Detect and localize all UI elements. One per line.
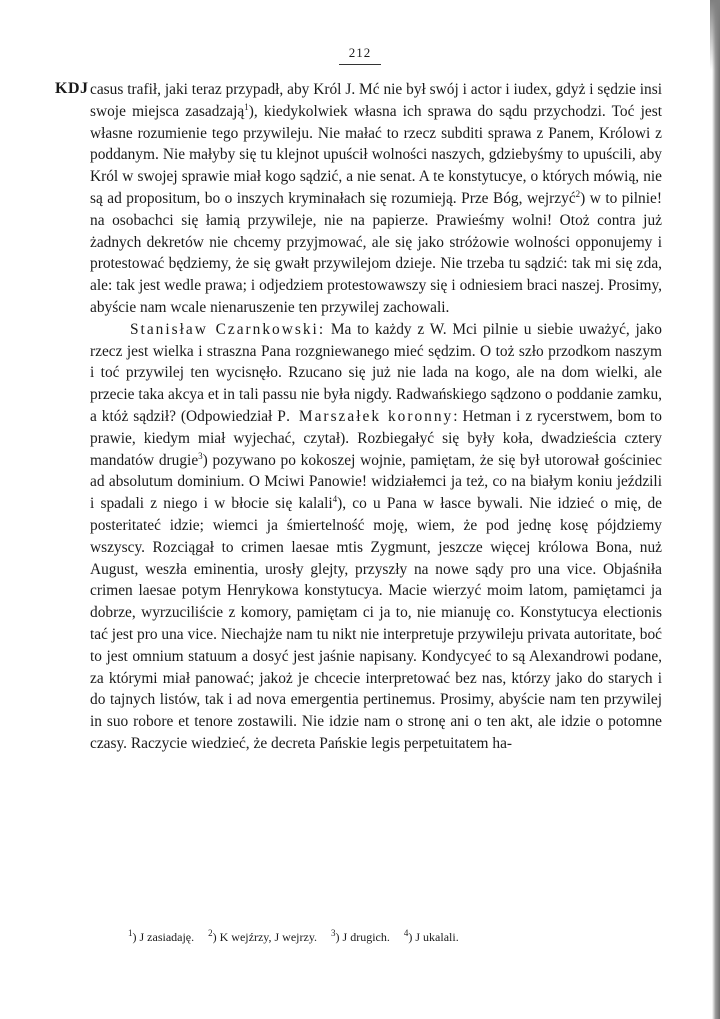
footnote-2: ) K wejźrzy, J wejrzy.	[212, 930, 318, 944]
scan-edge-shadow	[712, 0, 720, 1019]
footnotes	[128, 930, 459, 945]
footnote-4: ) J ukalali.	[408, 930, 459, 944]
footnote-mark-2: 2	[208, 928, 213, 938]
header-rule	[339, 64, 381, 65]
footnote-3: ) J drugich.	[335, 930, 390, 944]
paragraph-2	[90, 319, 662, 755]
footnote-mark-1: 1	[128, 928, 133, 938]
body-text	[90, 79, 662, 755]
paragraph-2-text-d: ), co u Pana w łasce bywali. Nie idzieć o mię, de posteritateć idzie; wiemci ja śmiertelność moję, wiem, że pod jednę kosę pójdziemy wszyscy. Rozciągał to crimen laesae mtis Zygmunt, jeszcze więcej królowa Bona, nuż August, weszła eminentia, urosły glejty, przyszły na nowe sądy pro una vice. Objaśniła crimen laesae potym Henrykowa konstytucya. Macie wierzyć moim latom, pamiętamci ja dobrze, wyrzuciliście z komory, pamiętam ci ja to, nie mianuję co. Konstytucya electionis tać jest pro una vice. Niechajże nam tu nikt nie interpretuje przywileju privata autoritate, boć to jest omnium statuum a dosyć jest jaśnie napisany. Kondycyeć to są Alexandrowi podane, za którymi miał panować; jakoż je chcecie interpretować bez nas, którzy jako do starych i do tajnych listów, tak i ad nova emergentia pertinemus. Prosimy, abyście nam ten przywilej in suo robore et tenore zostawili. Nie idzie nam o stronę ani o ten akt, ale idzie o potomne czasy. Raczycie wiedzieć, że decreta Pańskie legis perpetuitatem ha-	[90, 495, 662, 752]
paragraph-2-text-c: ) pozywano po kokoszej wojnie, pamiętam, że się był utorował gościniec ad absolutum dominium. O Mciwi Panowie! widziałemci ja też, co na białym koniu jeździli i spadali z niego i w błocie się kalali	[90, 451, 662, 513]
paragraph-1-text-c: ) w to pilnie! na osobachci się łamią przywileje, nie na papierze. Prawieśmy wolni! Otoż contra już żadnych dekretów nie chcemy przyjmować, ale się jako stróżowie wolności opponujemy i protestować będziemy, że się gwałt przywilejom dzieje. Nie trzeba tu sądzić: tak mi się zda, ale: tak jest wedle prawa; i odjedziem protestowawszy się i odniesiem braci naszej. Prosimy, abyście nam wcale nienaruszenie ten przywilej zachowali.	[90, 189, 662, 316]
footnote-ref-3: 3	[198, 450, 203, 461]
footnote-ref-1: 1	[244, 101, 249, 112]
marshal-name: P. Marszałek koronny	[277, 407, 454, 425]
page-number: 212	[348, 45, 372, 60]
paragraph-1-text-a: casus trafił, jaki teraz przypadł, aby Król J. Mć nie był swój i actor i iudex, gdyż i sędzie insi swoje miejsca zasadzają	[90, 81, 662, 120]
footnote-mark-3: 3	[331, 928, 336, 938]
margin-siglum: KDJ	[55, 80, 89, 97]
footnote-mark-4: 4	[403, 928, 409, 938]
paragraph-1-text-b: ), kiedykolwiek własna ich sprawa do sądu przychodzi. Toć jest własne rozumienie tego przywileju. Nie małać to rzecz subditi sprawa z Panem, Królowi z poddanym. Nie małyby się tu klejnot upuścił wolności naszych, gdziebyśmy to upuścili, aby Król w swojej sprawie miał kogo sądzić, a nie senat. A te konstytucye, o których mówią, nie są ad propositum, bo o inszych kryminałach się rozumieją. Prze Bóg, wejrzyć	[90, 102, 662, 207]
footnote-ref-2: 2	[575, 188, 581, 199]
footnote-1: ) J zasiadaję.	[132, 930, 195, 944]
speaker-name: Stanisław Czarnkowski:	[130, 320, 326, 338]
paragraph-2-text-a: Ma to każdy z W. Mci pilnie u siebie uważyć, jako rzecz jest wielka i straszna Pana rozgniewanego mieć sędzim. O toż szło przodkom naszym i toć przywilej ten wycisnęło. Rzucano się już nie lada na kogo, ale na dom wielki, ale przecie taka akcya et in tali passu nie była nigdy. Radwańskiego sądzono o poddanie zamku, a któż sądził? (Odpowiedział	[90, 320, 663, 425]
paragraph-1	[90, 79, 662, 319]
scan-corner-shadow	[710, 0, 720, 70]
footnote-ref-4: 4	[332, 494, 338, 505]
paragraph-2-text-b: : Hetman i z rycerstwem, bom to prawie, kiedym miał wyjechać, czytał). Rozbiegałyć się były koła, dwadzieścia cztery mandatów drugie	[90, 407, 662, 469]
